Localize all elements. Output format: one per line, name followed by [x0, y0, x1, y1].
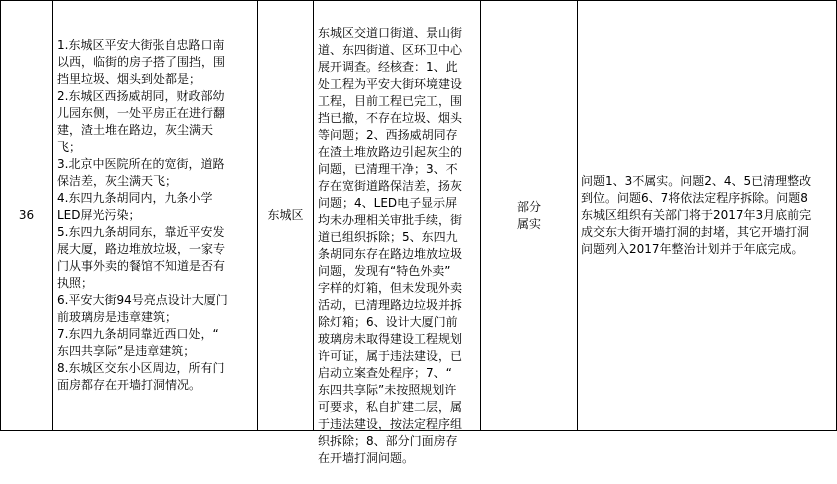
- status-cell: [481, 1, 577, 430]
- district-name: 东城区: [267, 208, 304, 222]
- investigation-text: 东城区交道口街道、景山街 道、东四街道、区环卫中心 展开调查。经核查：1、此 处工程为平安大街环境建设 工程，目前工程已完工，围 挡已撤，不存在垃圾、烟头 等问题；2、西扬威胡同存 在渣土堆放路边引起灰尘的 问题，已清理干净；3、不 存在宽街道路保洁差，扬灰 问题；4、LED电子显示屏 均未办理相关审批手续，街 道已组织拆除；5、东四九 条胡同东存在路边堆放垃圾 问题，发现有“特色外卖” 字样的灯箱，但未发现外卖 活动，已清理路边垃圾并拆 除灯箱；6、设计大厦门前 玻璃房未取得建设工程规划 许可证，属于违法建设，已 启动立案查处程序；7、“ 东四共享际”未按照规划许 可要求，私自扩建二层，属 于违法建设，按法定程序组 织拆除；8、部分门面房存 在开墙打洞问题。: [318, 26, 463, 465]
- district-cell: [258, 1, 313, 430]
- issues-cell: [53, 1, 257, 430]
- investigation-cell: [314, 1, 480, 465]
- issues-text: 1.东城区平安大街张自忠路口南 以西，临街的房子搭了围挡，围 挡里垃圾、烟头到处都是； 2.东城区西扬威胡同，财政部幼 儿园东侧，一处平房正在进行翻 建，渣土堆在路边，灰尘满天 飞； 3.北京中医院所在的宽街，道路 保洁差，灰尘满天飞； 4.东四九条胡同内，九条小学 LED屏光污染； 5.东四九条胡同东，靠近平安发 展大厦，路边堆放垃圾，一家专 门从事外卖的餐馆不知道是否有 执照； 6.平安大街94号亮点设计大厦门 前玻璃房是违章建筑； 7.东四九条胡同靠近西口处，“ 东四共享际”是违章建筑； 8.东城区交东小区周边，所有门 面房都存在开墙打洞情况。: [57, 38, 228, 392]
- rectification-text: 问题1、3不属实。问题2、4、5已清理整改 到位。问题6、7将依法定程序拆除。问题8 东城区组织有关部门将于2017年3月底前完 成交东大街开墙打洞的封堵，其它开墙打洞 问题列入2017年整治计划并于年底完成。: [581, 174, 812, 256]
- row-number: 36: [18, 208, 35, 222]
- row-number-cell: [1, 1, 52, 430]
- verification-status: 部分 属实: [516, 199, 541, 231]
- rectification-cell: [578, 1, 836, 430]
